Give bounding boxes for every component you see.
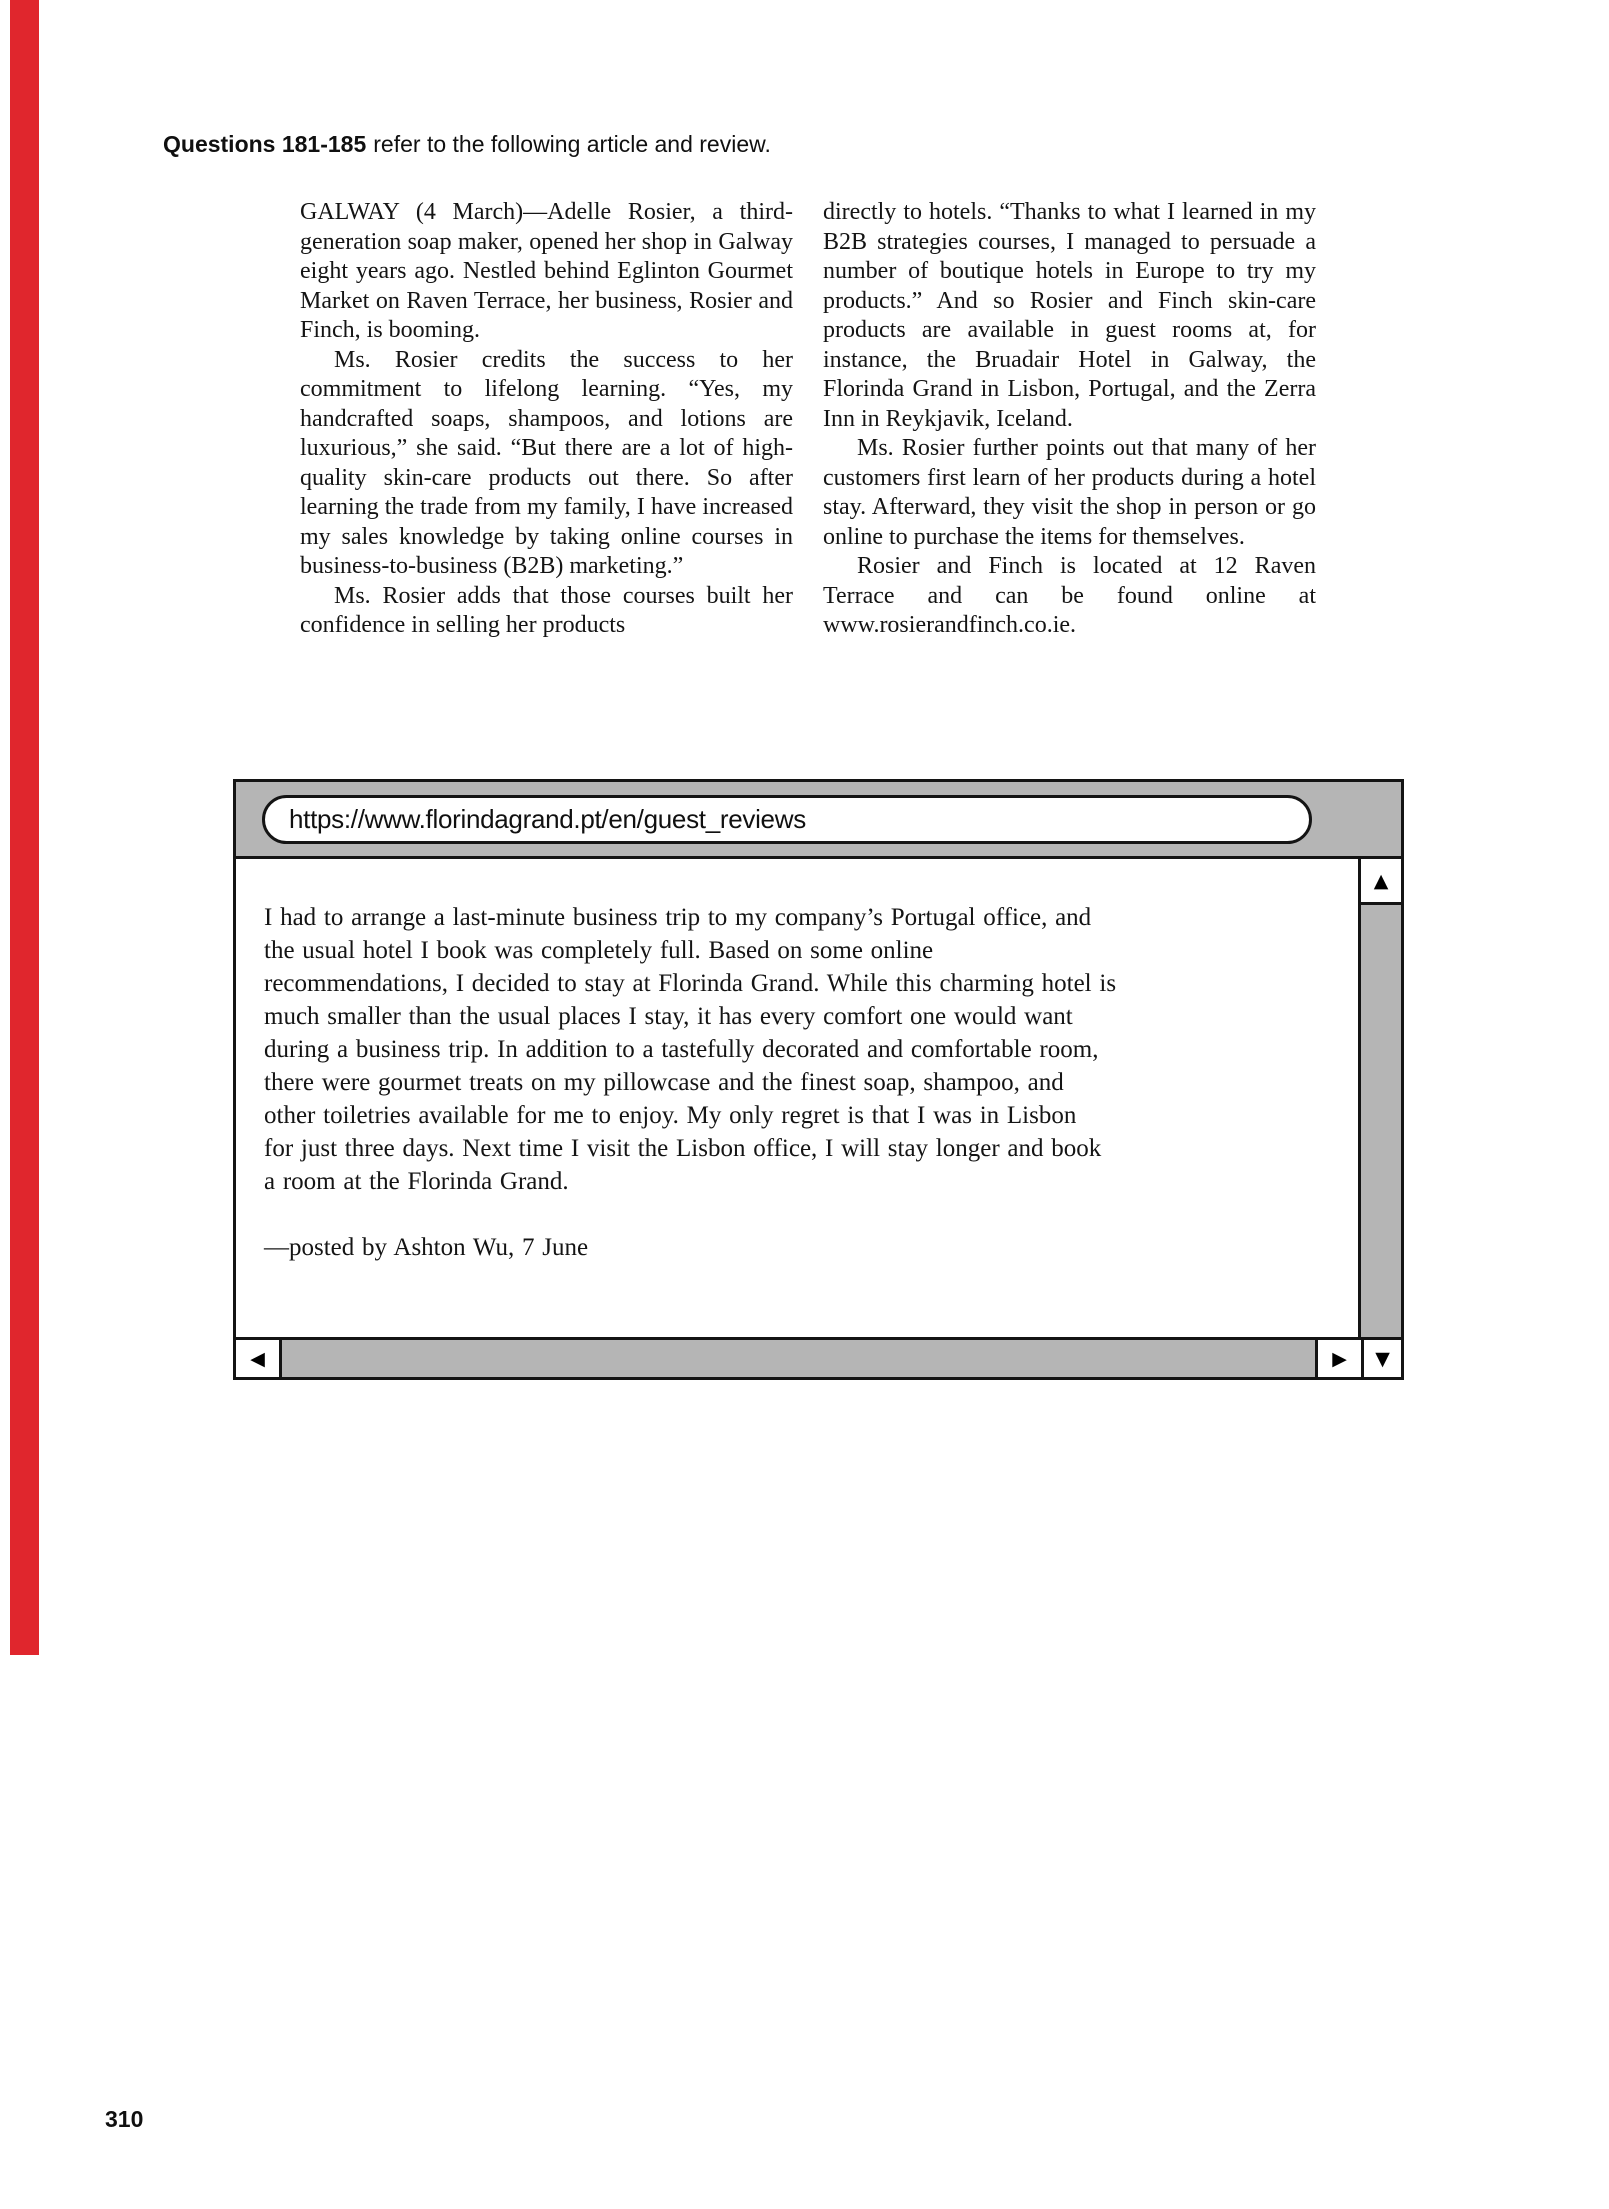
vertical-scrollbar-track[interactable] bbox=[1361, 905, 1401, 1337]
review-line: much smaller than the usual places I stay, it has every comfort one would want bbox=[264, 1003, 1073, 1030]
scroll-down-icon: ▼ bbox=[1375, 1347, 1390, 1370]
review-line: recommendations, I decided to stay at Florinda Grand. While this charming hotel is bbox=[264, 970, 1117, 997]
review-line: a room at the Florinda Grand. bbox=[264, 1168, 569, 1195]
review-line: there were gourmet treats on my pillowcase and the finest soap, shampoo, and bbox=[264, 1069, 1064, 1096]
article-column-2 bbox=[823, 198, 1316, 641]
scroll-up-button[interactable] bbox=[1361, 859, 1401, 905]
review-body bbox=[264, 901, 1288, 1198]
page-edge-bar bbox=[10, 0, 39, 1655]
url-bar[interactable] bbox=[262, 795, 1312, 844]
browser-titlebar bbox=[236, 782, 1401, 856]
scroll-left-icon: ◀ bbox=[250, 1347, 265, 1370]
horizontal-scrollbar[interactable] bbox=[236, 1337, 1361, 1377]
article-text bbox=[300, 198, 1316, 641]
review-line: during a business trip. In addition to a tastefully decorated and comfortable room, bbox=[264, 1036, 1099, 1063]
url-text: https://www.florindagrand.pt/en/guest_reviews bbox=[289, 803, 806, 834]
horizontal-scrollbar-track[interactable] bbox=[282, 1340, 1315, 1377]
page-number: 310 bbox=[105, 2106, 144, 2132]
scroll-right-button[interactable] bbox=[1315, 1340, 1361, 1377]
review-signature: —posted by Ashton Wu, 7 June bbox=[264, 1234, 589, 1261]
questions-heading bbox=[163, 131, 1363, 158]
article-paragraph: Ms. Rosier further points out that many of her customers first learn of her products during a hotel stay. Afterward, they visit the shop in person or go online to purchase the items for themselves. bbox=[823, 435, 1316, 550]
review-line: for just three days. Next time I visit the Lisbon office, I will stay longer and book bbox=[264, 1135, 1102, 1162]
article-paragraph: directly to hotels. “Thanks to what I learned in my B2B strategies courses, I managed to persuade a number of boutique hotels in Europe to try my products.” And so Rosier and Finch skin-care products are available in guest rooms at, for instance, the Bruadair Hotel in Galway, the Florinda Grand in Lisbon, Portugal, and the Zerra Inn in Reykjavik, Iceland. bbox=[823, 199, 1316, 432]
scroll-left-button[interactable] bbox=[236, 1340, 282, 1377]
questions-range: Questions 181-185 bbox=[163, 131, 367, 157]
scroll-down-button[interactable] bbox=[1364, 1340, 1401, 1377]
scrollbar-corner bbox=[1361, 1337, 1401, 1377]
questions-instruction: refer to the following article and review. bbox=[373, 131, 771, 157]
vertical-scrollbar[interactable] bbox=[1361, 856, 1401, 1337]
article-column-1 bbox=[300, 198, 793, 641]
article-paragraph: Ms. Rosier credits the success to her commitment to lifelong learning. “Yes, my handcrafted soaps, shampoos, and lotions are luxurious,” she said. “But there are a lot of high-quality skin-care products out there. So after learning the trade from my family, I have increased my sales knowledge by taking online courses in business-to-business (B2B) marketing.” bbox=[300, 346, 793, 579]
scroll-right-icon: ▶ bbox=[1332, 1347, 1347, 1370]
review-content bbox=[236, 856, 1361, 1337]
article-paragraph: GALWAY (4 March)—Adelle Rosier, a third-generation soap maker, opened her shop in Galway eight years ago. Nestled behind Eglinton Gourmet Market on Raven Terrace, her business, Rosier and Finch, is booming. bbox=[300, 199, 793, 343]
review-line: the usual hotel I book was completely full. Based on some online bbox=[264, 937, 934, 964]
article-paragraph: Rosier and Finch is located at 12 Raven Terrace and can be found online at www.rosierandfinch.co.ie. bbox=[823, 553, 1316, 638]
review-line: I had to arrange a last-minute business trip to my company’s Portugal office, and bbox=[264, 904, 1092, 931]
article-paragraph: Ms. Rosier adds that those courses built her confidence in selling her products bbox=[300, 582, 793, 638]
scroll-up-icon: ▲ bbox=[1373, 869, 1389, 892]
review-line: other toiletries available for me to enjoy. My only regret is that I was in Lisbon bbox=[264, 1102, 1077, 1129]
browser-window bbox=[233, 779, 1404, 1380]
